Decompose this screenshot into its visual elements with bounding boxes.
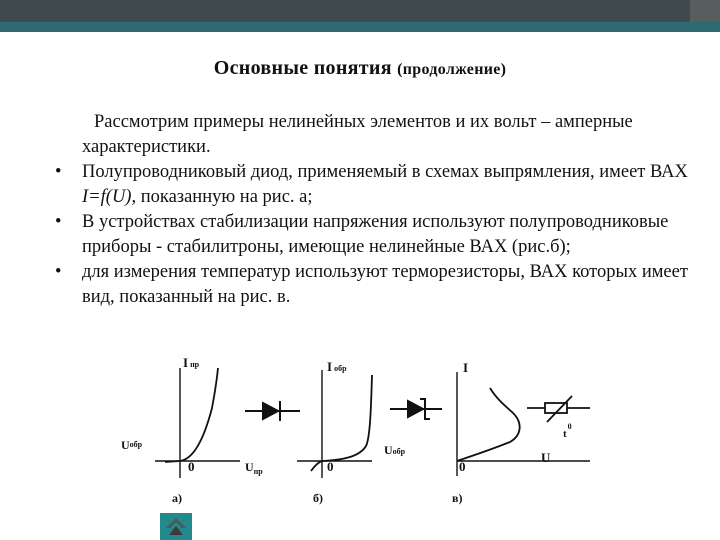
x-neg-label-u: Uобр [121, 438, 143, 452]
title-main: Основные понятия [213, 57, 398, 79]
bullet-marker: • [55, 262, 62, 282]
bullet-marker: • [55, 162, 62, 182]
origin-label: 0 [188, 459, 195, 474]
y-label-i: Iобр [327, 359, 347, 374]
formula: I=f(U) [82, 187, 132, 207]
bullet-text: для измерения температур используют терморезисторы, ВАХ которых имеет вид, показанный на рис. в. [82, 262, 688, 307]
home-icon[interactable] [160, 513, 192, 540]
graph-c [452, 360, 590, 505]
slide-body [55, 110, 695, 310]
bullet-item-diode [55, 160, 695, 210]
bullet-item-thermistor [55, 260, 695, 310]
graph-a [121, 355, 263, 505]
bullet-marker: • [55, 212, 62, 232]
caption-b: б) [313, 491, 323, 505]
vax-figure [0, 350, 720, 540]
origin-label: 0 [459, 459, 466, 474]
temp-label: $t^0$ [563, 422, 572, 440]
bullet-text: , показанную на рис. а; [131, 187, 313, 207]
diode-curve [165, 368, 218, 462]
bullet-item-stabilitron [55, 210, 695, 260]
thermistor-icon [527, 396, 590, 422]
diode-icon [245, 401, 300, 421]
slide-title [0, 57, 720, 80]
x-label-u: Uобр [384, 443, 406, 457]
x-label-u: U [541, 450, 551, 465]
graph-b [297, 359, 406, 505]
stabilitron-curve [311, 375, 372, 471]
caption-a: а) [172, 491, 182, 505]
bullet-text: Полупроводниковый диод, применяемый в схемах выпрямления, имеет ВАХ [82, 162, 688, 182]
bullet-text: В устройствах стабилизации напряжения используют полупроводниковые приборы - стабилитроны, имеющие нелинейные ВАХ (рис.б); [82, 212, 669, 257]
y-label-i: I [463, 360, 469, 375]
caption-c: в) [452, 491, 463, 505]
zener-diode-icon [390, 399, 442, 419]
title-paren: (продолжение) [397, 61, 507, 78]
origin-label: 0 [327, 459, 334, 474]
top-decor-bar [0, 0, 720, 34]
x-label-u: $U_{пр}$ [245, 460, 263, 476]
y-label-i: Iпр [183, 355, 200, 370]
thermistor-curve [457, 388, 520, 461]
intro-paragraph: Рассмотрим примеры нелинейных элементов и их вольт – амперные характеристики. [82, 112, 633, 157]
